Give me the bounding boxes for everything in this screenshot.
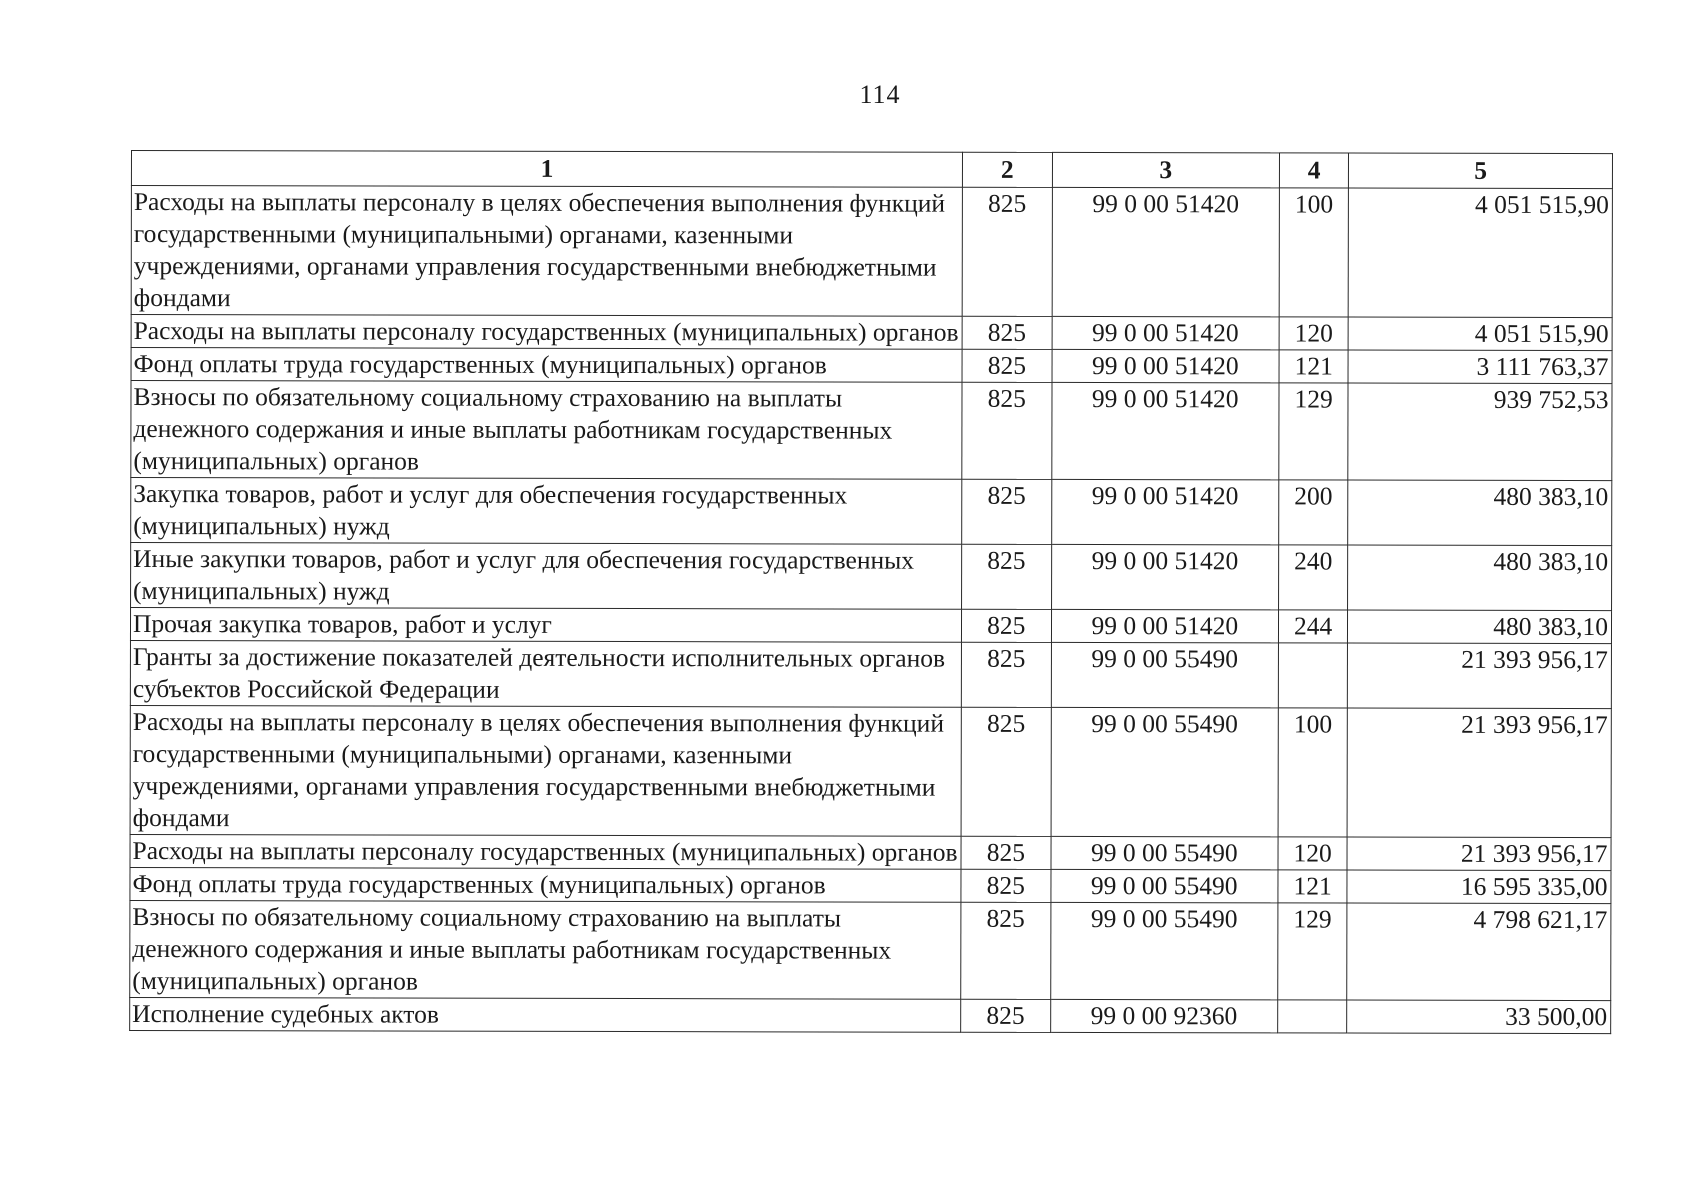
budget-table <box>129 150 1613 1034</box>
table-row <box>131 543 1612 611</box>
cell-expense-type: 121 <box>1279 350 1348 383</box>
table-row <box>131 315 1612 351</box>
cell-name: Гранты за достижение показателей деятельности исполнительных органов субъектов Российской Федерации <box>130 641 961 708</box>
table-row <box>130 867 1611 903</box>
cell-target-article: 99 0 00 92360 <box>1050 999 1277 1032</box>
cell-admin-code: 825 <box>962 187 1052 316</box>
cell-expense-type: 129 <box>1279 383 1349 480</box>
cell-expense-type: 200 <box>1279 480 1349 545</box>
cell-target-article: 99 0 00 51420 <box>1052 316 1279 349</box>
cell-name: Взносы по обязательному социальному страхованию на выплаты денежного содержания и иные выплаты работникам государственных (муниципальных) органов <box>131 381 962 480</box>
cell-name: Закупка товаров, работ и услуг для обеспечения государственных (муниципальных) нужд <box>131 478 962 545</box>
table-row <box>130 834 1611 870</box>
cell-amount: 33 500,00 <box>1347 1000 1611 1034</box>
table-row <box>131 186 1612 318</box>
page-number: 114 <box>859 80 901 109</box>
cell-admin-code: 825 <box>961 869 1051 902</box>
cell-name: Расходы на выплаты персоналу государственных (муниципальных) органов <box>130 834 961 869</box>
header-col-1: 1 <box>131 151 962 188</box>
cell-admin-code: 825 <box>961 836 1051 869</box>
table-row <box>131 381 1612 481</box>
header-col-3: 3 <box>1052 152 1279 187</box>
cell-expense-type: 100 <box>1278 708 1348 837</box>
cell-admin-code: 825 <box>961 902 1051 999</box>
cell-target-article: 99 0 00 51420 <box>1051 544 1279 609</box>
cell-target-article: 99 0 00 51420 <box>1052 187 1280 316</box>
cell-amount: 480 383,10 <box>1348 610 1612 644</box>
cell-admin-code: 825 <box>962 382 1052 479</box>
cell-admin-code: 825 <box>961 707 1051 836</box>
cell-name: Фонд оплаты труда государственных (муниципальных) органов <box>131 348 962 383</box>
cell-name: Исполнение судебных актов <box>130 997 961 1032</box>
cell-expense-type: 120 <box>1279 317 1348 350</box>
cell-name: Расходы на выплаты персоналу государственных (муниципальных) органов <box>131 315 962 350</box>
cell-name: Взносы по обязательному социальному страхованию на выплаты денежного содержания и иные выплаты работникам государственных (муниципальных) органов <box>130 900 961 999</box>
table-row <box>130 705 1611 837</box>
cell-target-article: 99 0 00 55490 <box>1050 902 1278 999</box>
cell-expense-type <box>1278 643 1348 708</box>
table-row <box>131 348 1612 384</box>
cell-expense-type: 240 <box>1278 545 1348 610</box>
cell-admin-code: 825 <box>962 316 1052 349</box>
table-row <box>130 900 1611 1000</box>
cell-admin-code: 825 <box>962 349 1052 382</box>
cell-expense-type: 120 <box>1278 837 1347 870</box>
table-row <box>130 997 1611 1033</box>
table-row <box>130 608 1611 644</box>
table-header-row <box>131 151 1612 189</box>
cell-target-article: 99 0 00 55490 <box>1051 707 1279 836</box>
table-row <box>131 478 1612 546</box>
cell-expense-type: 121 <box>1278 870 1347 903</box>
cell-target-article: 99 0 00 55490 <box>1051 642 1279 707</box>
cell-admin-code: 825 <box>961 999 1051 1032</box>
cell-target-article: 99 0 00 51420 <box>1052 349 1279 382</box>
cell-amount: 21 393 956,17 <box>1348 643 1612 709</box>
cell-amount: 4 051 515,90 <box>1348 317 1612 351</box>
cell-amount: 3 111 763,37 <box>1348 350 1612 384</box>
cell-amount: 21 393 956,17 <box>1347 708 1611 838</box>
cell-target-article: 99 0 00 51420 <box>1051 382 1279 479</box>
cell-expense-type: 244 <box>1278 610 1347 643</box>
cell-amount: 480 383,10 <box>1348 545 1612 611</box>
cell-amount: 16 595 335,00 <box>1347 870 1611 904</box>
cell-amount: 4 051 515,90 <box>1349 188 1613 318</box>
cell-target-article: 99 0 00 55490 <box>1051 869 1278 902</box>
cell-amount: 4 798 621,17 <box>1347 903 1611 1001</box>
cell-admin-code: 825 <box>962 479 1052 544</box>
cell-admin-code: 825 <box>962 609 1052 642</box>
cell-target-article: 99 0 00 51420 <box>1051 609 1278 642</box>
cell-name: Расходы на выплаты персоналу в целях обеспечения выполнения функций государственными (муниципальными) органами, казенными учреждениями, органами управления государственными внебюджетными фондами <box>130 705 961 836</box>
header-col-4: 4 <box>1279 153 1348 188</box>
cell-name: Расходы на выплаты персоналу в целях обеспечения выполнения функций государственными (муниципальными) органами, казенными учреждениями, органами управления государственными внебюджетными фондами <box>131 186 962 317</box>
cell-target-article: 99 0 00 55490 <box>1051 836 1278 869</box>
cell-expense-type: 129 <box>1278 903 1348 1000</box>
table-row <box>130 641 1611 709</box>
header-col-2: 2 <box>962 152 1052 187</box>
header-col-5: 5 <box>1349 153 1613 189</box>
cell-name: Иные закупки товаров, работ и услуг для обеспечения государственных (муниципальных) нужд <box>131 543 962 610</box>
cell-amount: 480 383,10 <box>1348 480 1612 546</box>
cell-admin-code: 825 <box>962 544 1052 609</box>
cell-admin-code: 825 <box>961 642 1051 707</box>
cell-target-article: 99 0 00 51420 <box>1051 479 1279 544</box>
cell-name: Фонд оплаты труда государственных (муниципальных) органов <box>130 867 961 902</box>
cell-amount: 21 393 956,17 <box>1347 837 1611 871</box>
cell-name: Прочая закупка товаров, работ и услуг <box>130 608 961 643</box>
cell-amount: 939 752,53 <box>1348 383 1612 481</box>
cell-expense-type <box>1278 1000 1347 1033</box>
cell-expense-type: 100 <box>1279 188 1349 317</box>
